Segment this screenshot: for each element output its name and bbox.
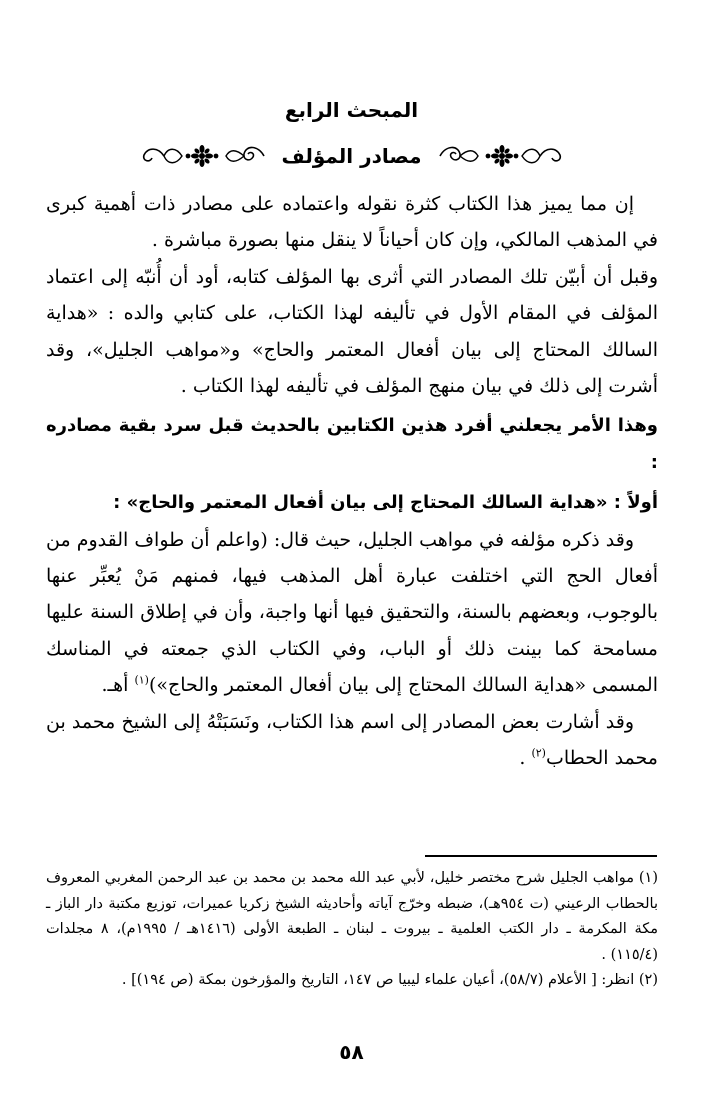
subtitle-row xyxy=(0,140,703,172)
page-number: ٥٨ xyxy=(339,1040,364,1064)
footnote-ref: (٢) xyxy=(531,746,546,760)
footnote-2: (٢) انظر: [ الأعلام (٥٨/٧)، أعيان علماء ليبيا ص ١٤٧، التاريخ والمؤرخون بمكة (ص ١٩٤)] . xyxy=(121,972,658,988)
paragraph-text: وقد أشارت بعض المصادر إلى اسم هذا الكتاب، ونَسَبَتْهُ إلى الشيخ محمد بن محمد الحطاب xyxy=(46,710,658,770)
paragraph xyxy=(46,704,658,777)
paragraph: وقبل أن أبيّن تلك المصادر التي أثرى بها المؤلف كتابه، أود أن أُنبّه إلى اعتماد المؤلف في المقام الأول في تأليفه لهذا الكتاب، على كتابي والده : «هداية السالك المحتاج إلى بيان أفعال المعتمر والحاج» و«مواهب الجليل»، وقد أشرت إلى ذلك في بيان منهج المؤلف في تأليفه لهذا الكتاب . xyxy=(46,265,658,398)
paragraph-text: وقد ذكره مؤلفه في مواهب الجليل، حيث قال: (واعلم أن طواف القدوم من أفعال الحج التي اختلفت عبارة أهل المذهب فيها، فمنهم مَنْ يُعبِّر عنها بالوجوب، وبعضهم بالسنة، والتحقيق فيها أنها واجبة، وأن في إطلاق السنة عليها مسامحة كما بينت ذلك أو الباب، وفي الكتاب الذي جمعته في المناسك المسمى «هداية السالك المحتاج إلى بيان أفعال المعتمر والحاج») xyxy=(46,528,658,697)
paragraph-end: . xyxy=(519,747,532,770)
paragraph: إن مما يميز هذا الكتاب كثرة نقوله واعتماده على مصادر ذات أهمية كبرى في المذهب المالكي، وإن كان أحياناً لا ينقل منها بصورة مباشرة . xyxy=(46,193,658,252)
footnotes xyxy=(46,866,658,994)
paragraph-end: أهـ. xyxy=(101,674,135,697)
section-subtitle: مصادر المؤلف xyxy=(281,144,422,168)
footnote-divider xyxy=(425,855,657,857)
paragraph-bold: وهذا الأمر يجعلني أفرد هذين الكتابين بالحديث قبل سرد بقية مصادره : xyxy=(46,415,658,473)
decorative-flourish-icon xyxy=(138,141,268,171)
footnote-1: (١) مواهب الجليل شرح مختصر خليل، لأبي عبد الله محمد بن محمد بن عبد الرحمن المغربي المعروف بالحطاب الرعيني (ت ٩٥٤هـ)، ضبطه وخرّج آياته وأحاديثه الشيخ زكريا عميرات، توزيع مكتبة دار الباز ـ مكة المكرمة ـ دار الكتب العلمية ـ بيروت ـ لبنان ـ الطبعة الأولى (١٤١٦هـ / ١٩٩٥م)، ٨ مجلدات (١١٥/٤) . xyxy=(46,870,659,963)
section-heading: المبحث الرابع xyxy=(284,98,419,122)
decorative-flourish-icon xyxy=(436,141,566,171)
subsection-heading: أولاً : «هداية السالك المحتاج إلى بيان أفعال المعتمر والحاج» : xyxy=(113,492,658,514)
paragraph xyxy=(46,522,658,704)
main-text xyxy=(46,186,658,777)
footnote-ref: (١) xyxy=(134,673,149,687)
